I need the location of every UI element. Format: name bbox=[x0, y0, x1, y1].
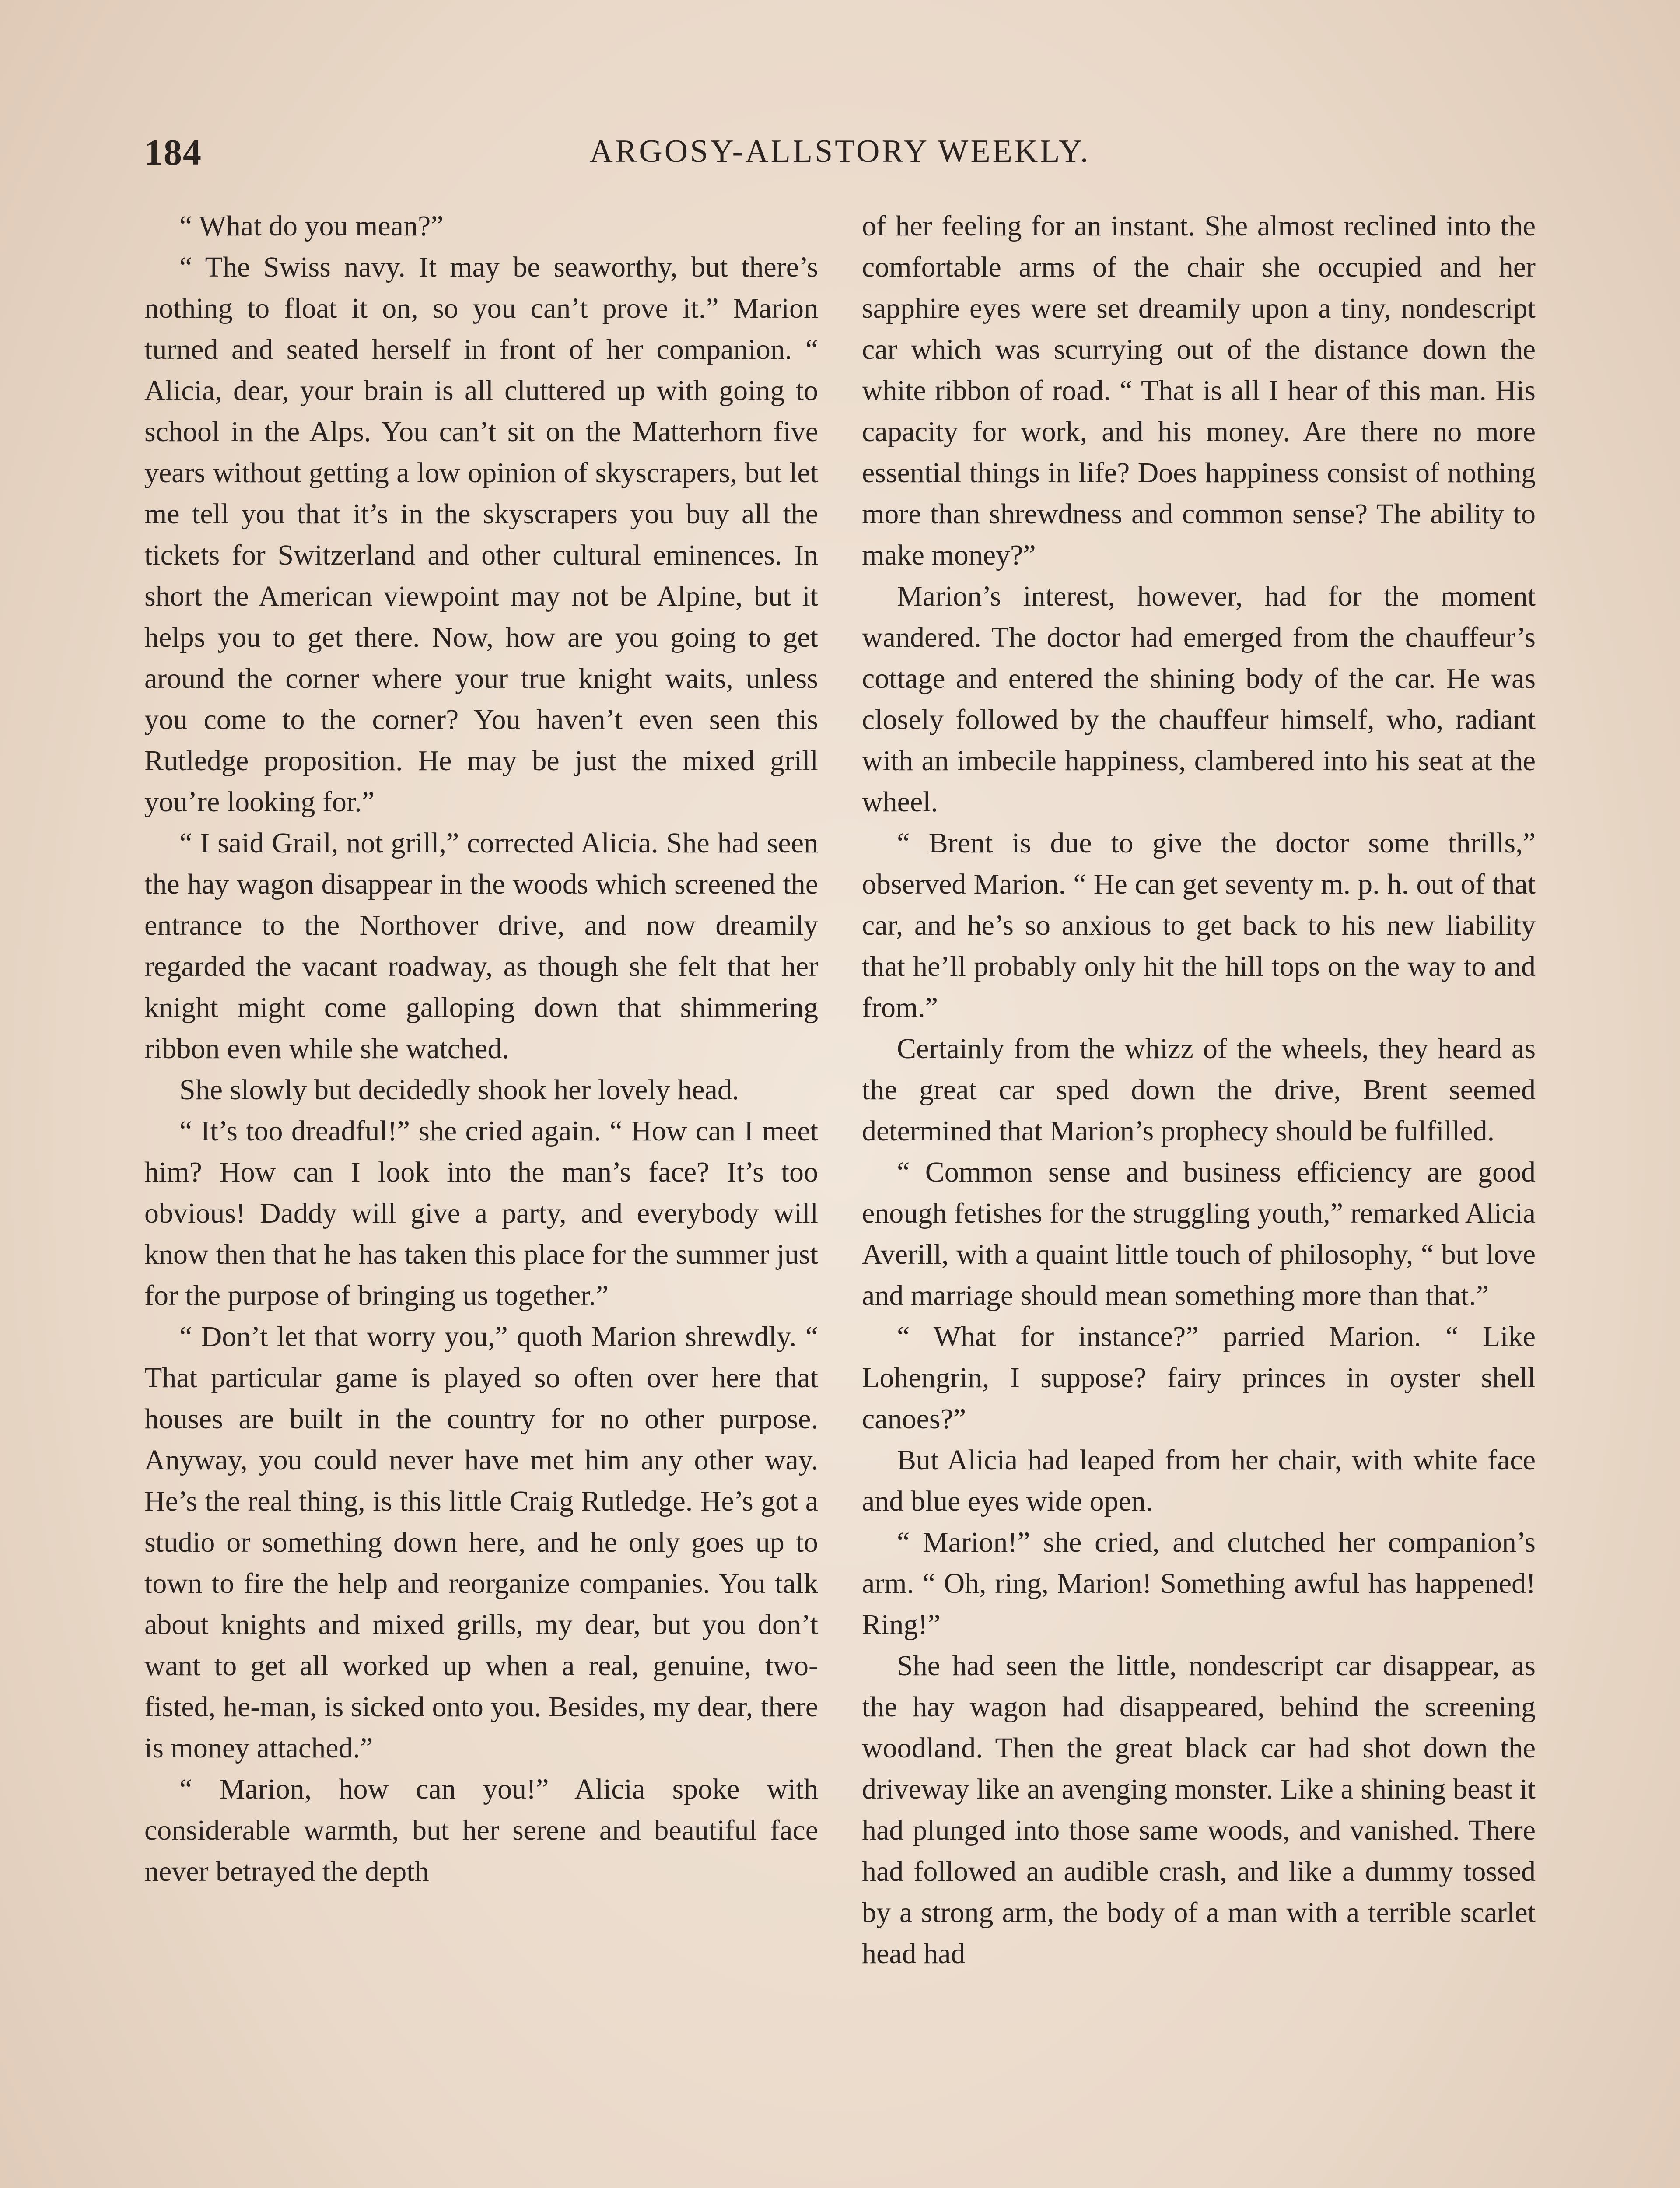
paragraph: “ Common sense and business efficiency are good enough fetishes for the struggling youth,” remarked Alicia Averill, with a quaint little touch of philosophy, “ but love and marriage should mean something more than that.” bbox=[862, 1156, 1536, 1311]
text-columns bbox=[144, 206, 1536, 1974]
paragraph: She had seen the little, nondescript car disappear, as the hay wagon had disappeared, behind the screening woodland. Then the great black car had shot down the driveway like an avenging monster. Like a shining beast it had plunged into those same woods, and vanished. There had followed an audible crash, and like a dummy tossed by a strong arm, the body of a man with a terrible scarlet head had bbox=[862, 1650, 1536, 1970]
running-head: ARGOSY-ALLSTORY WEEKLY. bbox=[589, 133, 1091, 169]
paragraph: “ What do you mean?” bbox=[179, 210, 444, 242]
paragraph: “ What for instance?” parried Marion. “ Like Lohengrin, I suppose? fairy princes in oyster shell canoes?” bbox=[862, 1321, 1536, 1435]
paragraph: “ Brent is due to give the doctor some thrills,” observed Marion. “ He can get seventy m. p. h. out of that car, and he’s so anxious to get back to his new liability that he’ll probably only hit the hill tops on the way to and from.” bbox=[862, 827, 1536, 1024]
paragraph-continuation: of her feeling for an instant. She almost reclined into the comfortable arms of the chair she occupied and her sapphire eyes were set dreamily upon a tiny, nondescript car which was scurrying out of the distance down the white ribbon of road. “ That is all I hear of this man. His capacity for work, and his money. Are there no more essential things in life? Does happiness consist of nothing more than shrewdness and common sense? The ability to make money?” bbox=[862, 210, 1536, 571]
paragraph: “ Marion!” she cried, and clutched her companion’s arm. “ Oh, ring, Marion! Something awful has happened! Ring!” bbox=[862, 1526, 1536, 1641]
paragraph: But Alicia had leaped from her chair, with white face and blue eyes wide open. bbox=[862, 1444, 1536, 1517]
paragraph: “ Marion, how can you!” Alicia spoke with considerable warmth, but her serene and beautiful face never betrayed the depth bbox=[144, 1773, 818, 1887]
right-column bbox=[862, 206, 1536, 1974]
paragraph: “ I said Grail, not grill,” corrected Alicia. She had seen the hay wagon disappear in the woods which screened the entrance to the Northover drive, and now dreamily regarded the vacant roadway, as though she felt that her knight might come galloping down that shimmering ribbon even while she watched. bbox=[144, 827, 818, 1065]
paragraph: “ Don’t let that worry you,” quoth Marion shrewdly. “ That particular game is played so often over here that houses are built in the country for no other purpose. Anyway, you could never have met him any other way. He’s the real thing, is this little Craig Rutledge. He’s got a studio or something down here, and he only goes up to town to fire the help and reorganize companies. You talk about knights and mixed grills, my dear, but you don’t want to get all worked up when a real, genuine, two-fisted, he-man, is sicked onto you. Besides, my dear, there is money attached.” bbox=[144, 1321, 818, 1764]
paragraph: “ The Swiss navy. It may be seaworthy, but there’s nothing to float it on, so you can’t prove it.” Marion turned and seated herself in front of her companion. “ Alicia, dear, your brain is all cluttered up with going to school in the Alps. You can’t sit on the Matterhorn five years without getting a low opinion of skyscrapers, but let me tell you that it’s in the skyscrapers you buy all the tickets for Switzerland and other cultural eminences. In short the American viewpoint may not be Alpine, but it helps you to get there. Now, how are you going to get around the corner where your true knight waits, unless you come to the corner? You haven’t even seen this Rutledge proposition. He may be just the mixed grill you’re looking for.” bbox=[144, 251, 818, 818]
paragraph: She slowly but decidedly shook her lovely head. bbox=[179, 1074, 739, 1106]
page-number: 184 bbox=[144, 132, 202, 173]
paragraph: “ It’s too dreadful!” she cried again. “ How can I meet him? How can I look into the man’s face? It’s too obvious! Daddy will give a party, and everybody will know then that he has taken this place for the summer just for the purpose of bringing us together.” bbox=[144, 1115, 818, 1311]
paragraph: Certainly from the whizz of the wheels, they heard as the great car sped down the drive, Brent seemed determined that Marion’s prophecy should be fulfilled. bbox=[862, 1033, 1536, 1147]
page-header bbox=[144, 131, 1536, 184]
left-column bbox=[144, 206, 818, 1974]
paragraph: Marion’s interest, however, had for the moment wandered. The doctor had emerged from the chauffeur’s cottage and entered the shining body of the car. He was closely followed by the chauffeur himself, who, radiant with an imbecile happiness, clambered into his seat at the wheel. bbox=[862, 580, 1536, 818]
